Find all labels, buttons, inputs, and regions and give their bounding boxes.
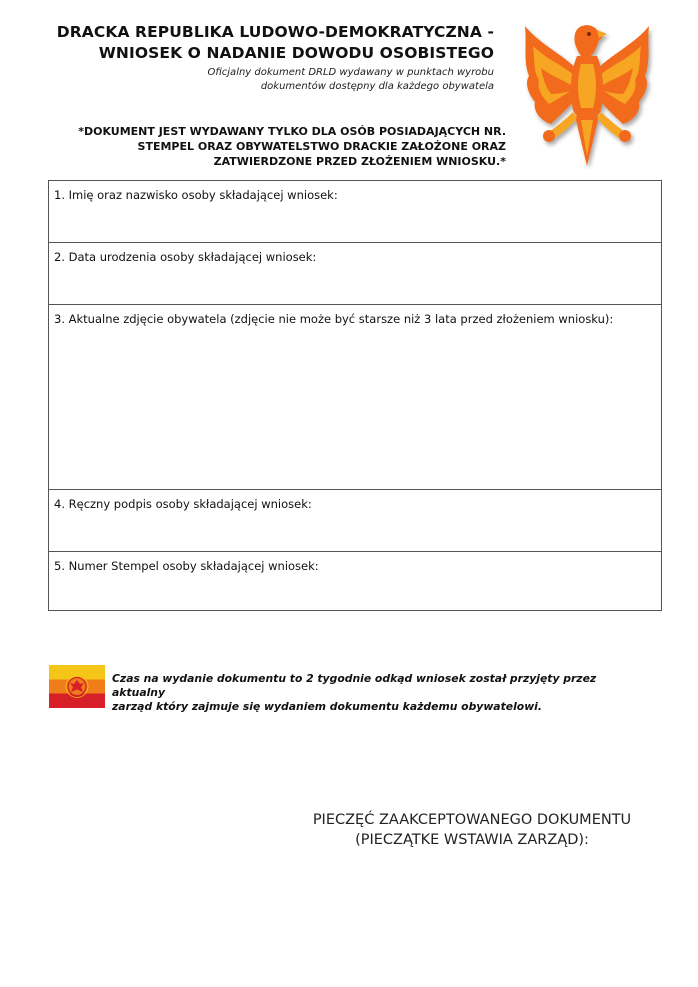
field-full-name-label: 1. Imię oraz nazwisko osoby składającej wniosek: [54,188,338,202]
processing-time-note [112,672,652,714]
processing-time-note-line-2: zarząd który zajmuje się wydaniem dokumentu każdemu obywatelowi. [112,700,542,713]
field-signature[interactable] [49,490,661,552]
stamp-area-line-1: PIECZĘĆ ZAAKCEPTOWANEGO DOKUMENTU [312,812,632,828]
document-title [57,22,494,64]
processing-time-note-line-1: Czas na wydanie dokumentu to 2 tygodnie odkąd wniosek został przyjęty przez aktualny [112,672,597,699]
document-subtitle-line-2: dokumentów dostępny dla każdego obywatela [260,80,494,92]
stamp-area [300,810,644,850]
document-subtitle [207,66,494,93]
eligibility-notice-line-3: ZATWIERDZONE PRZED ZŁOŻENIEM WNIOSKU.* [213,155,506,168]
eligibility-notice-line-1: *DOKUMENT JEST WYDAWANY TYLKO DLA OSÓB POSIADAJĄCYCH NR. [78,125,506,138]
document-subtitle-line-1: Oficjalny dokument DRLD wydawany w punktach wyrobu [207,67,494,78]
document-title-line-2: WNIOSEK O NADANIE DOWODU OSOBISTEGO [98,44,494,62]
field-birth-date[interactable] [49,243,661,305]
field-signature-label: 4. Ręczny podpis osoby składającej wniosek: [54,497,312,511]
eligibility-notice [78,124,506,169]
field-stempel-number-label: 5. Numer Stempel osoby składającej wniosek: [54,559,319,573]
eligibility-notice-line-2: STEMPEL ORAZ OBYWATELSTWO DRACKIE ZAŁOŻONE ORAZ [137,140,506,153]
field-full-name[interactable] [49,181,661,243]
field-photo-label: 3. Aktualne zdjęcie obywatela (zdjęcie nie może być starsze niż 3 lata przed złożeniem wniosku): [54,312,614,326]
document-title-line-1: DRACKA REPUBLIKA LUDOWO-DEMOKRATYCZNA - [56,23,494,41]
field-stempel-number[interactable] [49,552,661,612]
stamp-area-line-2: (PIECZĄTKE WSTAWIA ZARZĄD): [355,832,589,848]
application-form [48,180,662,611]
field-photo[interactable] [49,305,661,490]
field-birth-date-label: 2. Data urodzenia osoby składającej wniosek: [54,250,317,264]
national-flag-icon [49,665,105,708]
eagle-emblem-icon [519,16,655,170]
